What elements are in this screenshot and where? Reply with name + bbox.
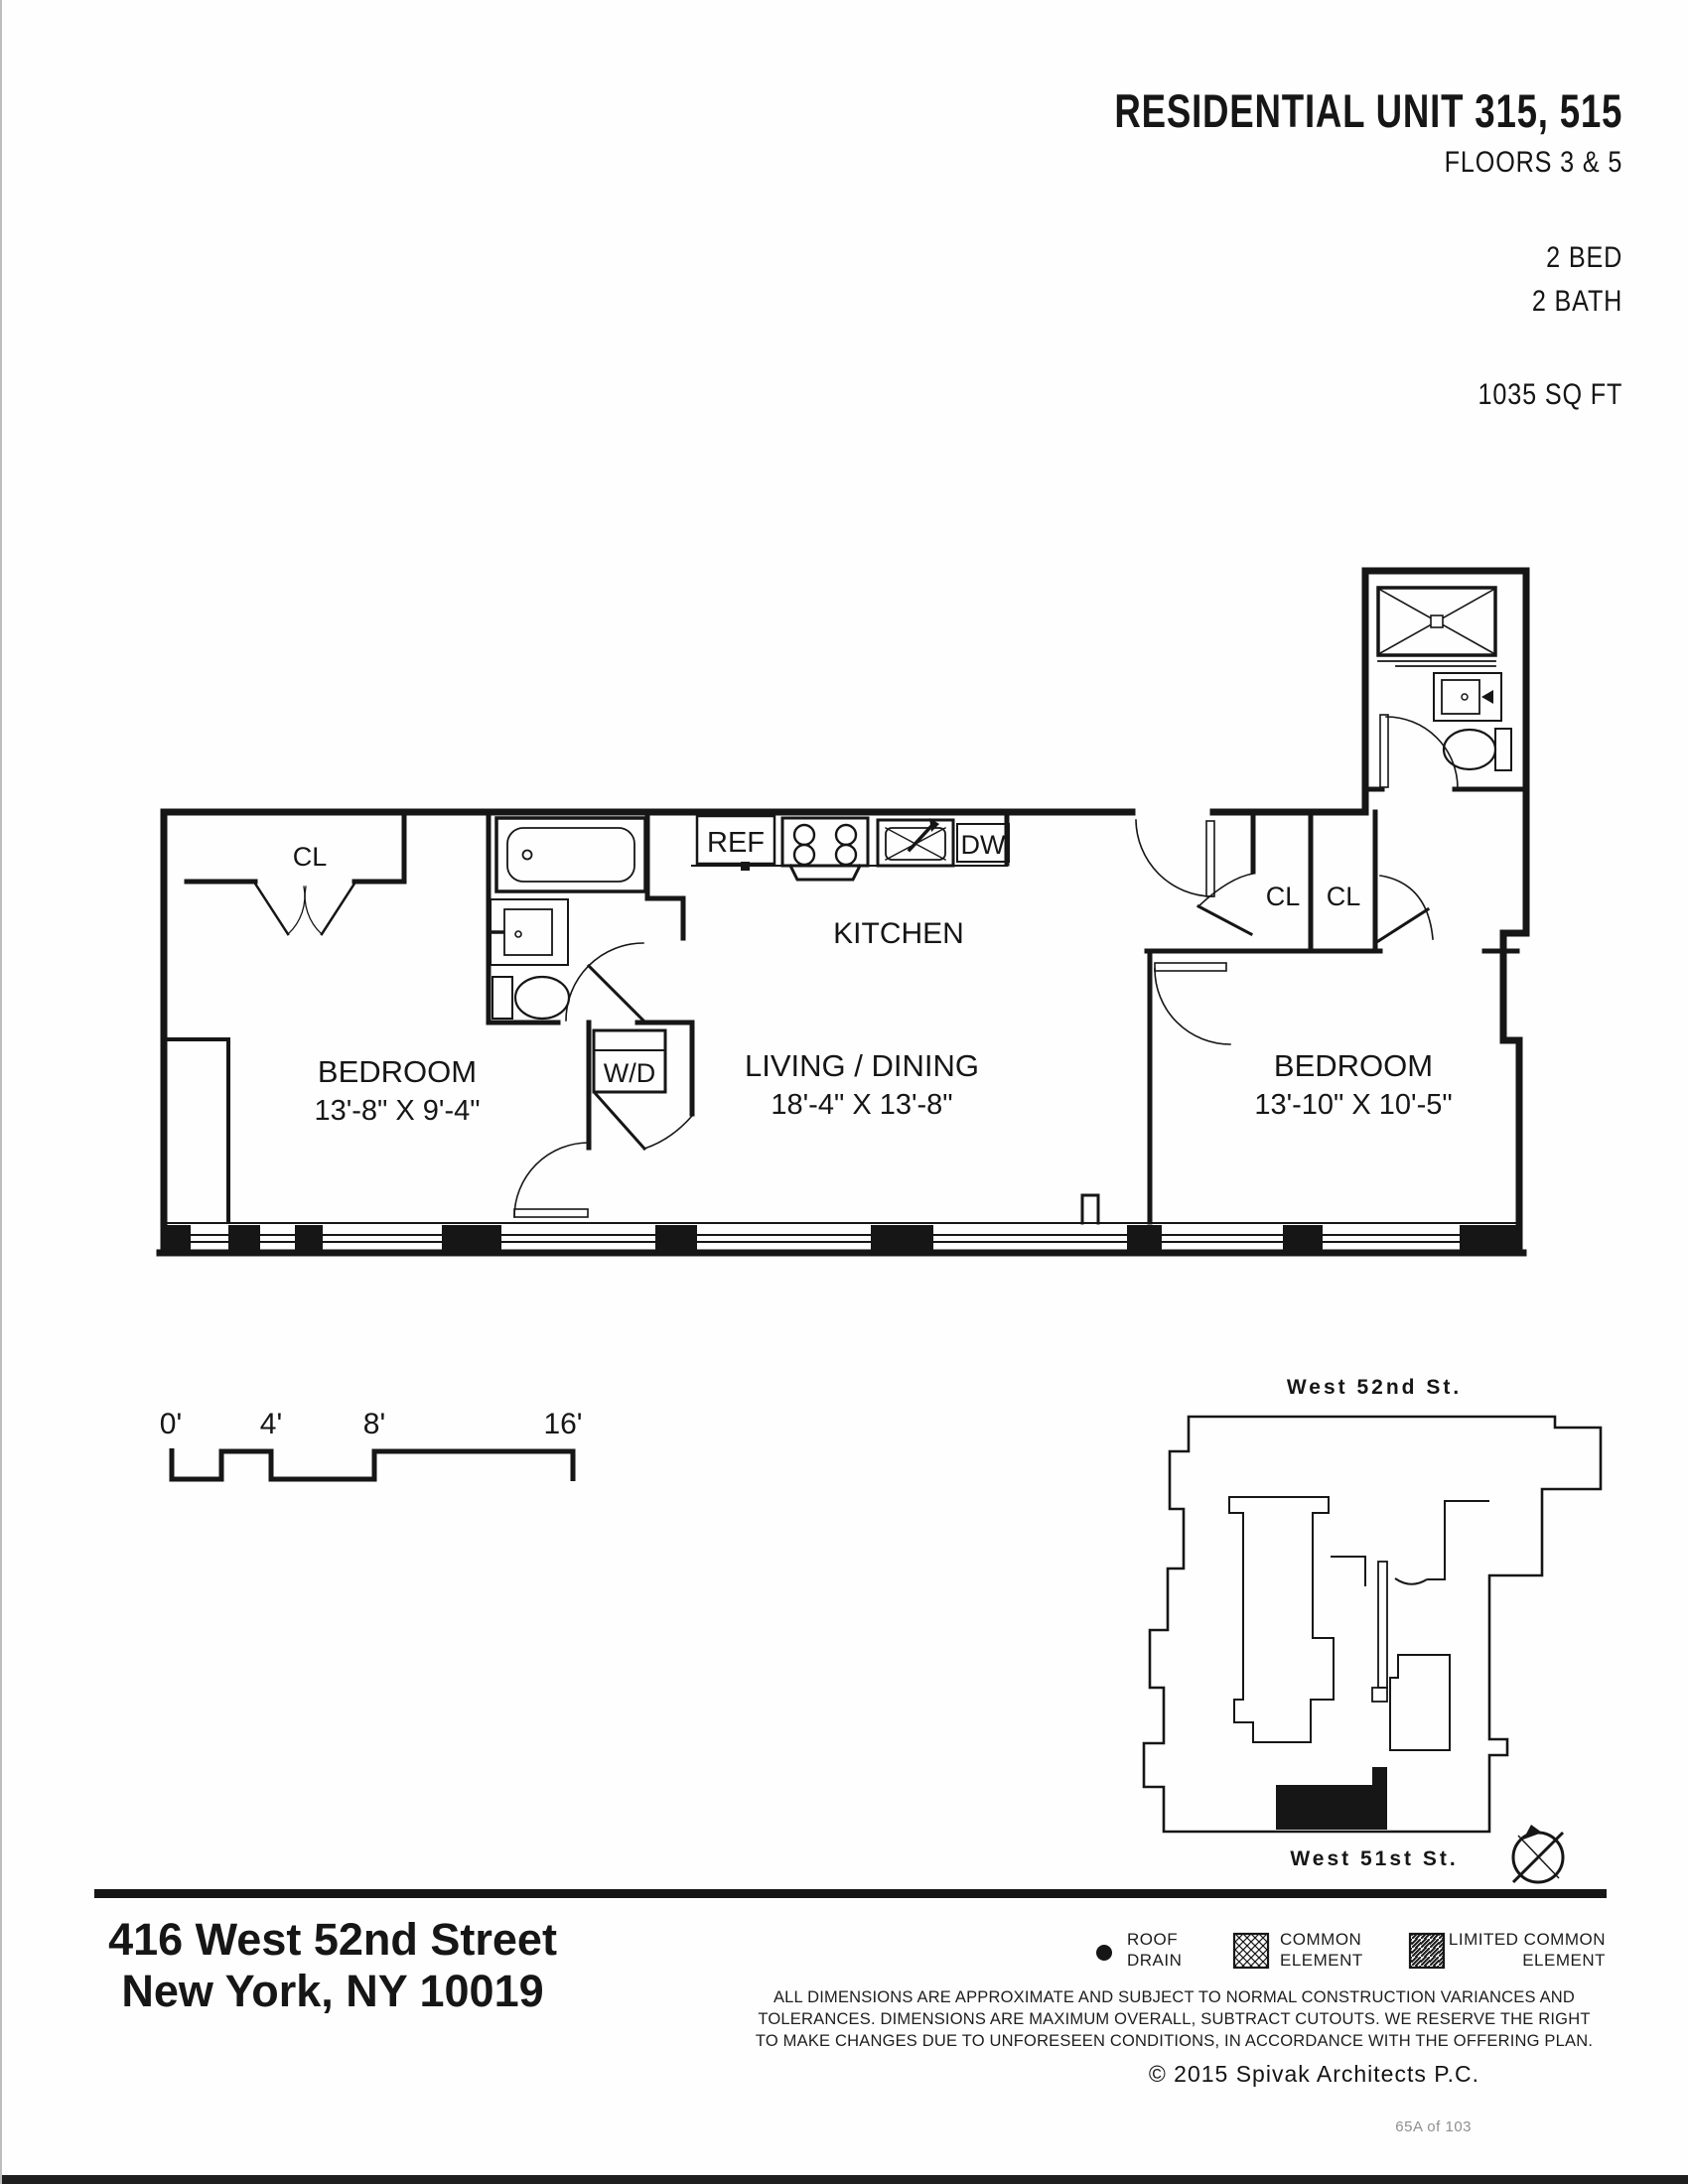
shower-icon	[1378, 588, 1495, 666]
roof-drain-label: ROOF DRAIN	[1127, 1930, 1183, 1970]
keyplan-inner-details	[1331, 1501, 1489, 1750]
scale-tick-4: 4'	[259, 1408, 283, 1440]
unit-title: RESIDENTIAL UNIT 315, 515	[1114, 84, 1622, 137]
washer-dryer-door	[596, 1094, 692, 1149]
toilet-icon	[492, 977, 569, 1019]
closet1-label: CL	[292, 842, 328, 872]
bedroom1-label: BEDROOM	[317, 1054, 478, 1089]
doors	[255, 715, 1458, 1217]
bedroom1-door	[514, 1143, 589, 1217]
disclaimer-text: ALL DIMENSIONS ARE APPROXIMATE AND SUBJECT TO NORMAL CONSTRUCTION VARIANCES AND TOLERANCES. DIMENSIONS ARE MAXIMUM OVERALL, SUBTRACT CUTOUTS. WE RESERVE THE RIGHT TO MAKE CHANGES DUE TO UNFORESEEN CONDITIONS, IN ACCORDANCE WITH THE OFFERING PLAN.	[755, 1988, 1594, 2050]
scan-edge	[0, 2175, 1688, 2184]
window-band	[164, 1195, 1517, 1253]
bed-count: 2 BED	[1545, 241, 1622, 274]
page-number: 65A of 103	[1395, 2118, 1472, 2135]
roof-drain-icon	[1096, 1945, 1112, 1961]
bedroom1-dims: 13'-8" X 9'-4"	[314, 1095, 481, 1127]
scale-tick-16: 16'	[543, 1408, 583, 1440]
bath1-door	[566, 943, 643, 1021]
building-address	[70, 1914, 596, 2017]
limited-common-element-icon	[1410, 1934, 1444, 1968]
copyright-notice: © 2015 Spivak Architects P.C.	[1148, 2061, 1479, 2087]
bedroom2-door	[1155, 963, 1230, 1044]
entry-door	[1136, 820, 1214, 896]
bath1-fixtures	[491, 818, 645, 1019]
keyplan-courtyard	[1229, 1497, 1334, 1742]
bath-count: 2 BATH	[1531, 285, 1622, 318]
left-wall-step	[164, 1039, 228, 1222]
bedroom1-closet-bifold-doors	[255, 884, 354, 934]
bath2-door	[1380, 715, 1458, 788]
floors-subtitle: FLOORS 3 & 5	[1444, 146, 1622, 179]
washer-dryer-label: W/D	[603, 1058, 656, 1088]
closet3-label: CL	[1326, 882, 1361, 911]
toilet2-icon	[1444, 729, 1511, 770]
foyer-closet-right-door	[1378, 876, 1433, 941]
common-element-icon	[1234, 1934, 1268, 1968]
scale-tick-0: 0'	[159, 1408, 183, 1440]
square-footage: 1035 SQ FT	[1477, 378, 1622, 411]
common-element-label: COMMON ELEMENT	[1280, 1930, 1363, 1970]
street-label-top: West 52nd St.	[1286, 1376, 1463, 1399]
address-line1: 416 West 52nd Street	[108, 1914, 557, 1965]
refrigerator-label: REF	[707, 827, 765, 859]
closet2-label: CL	[1265, 882, 1301, 911]
scale-bar	[160, 1408, 583, 1481]
room-labels	[293, 827, 1453, 1127]
living-dims: 18'-4" X 13'-8"	[771, 1089, 953, 1121]
sink2-icon	[1434, 673, 1501, 721]
bath1-walls	[489, 812, 692, 1023]
dishwasher-label: DW	[960, 830, 1006, 860]
foyer-closet-walls	[1147, 812, 1517, 1222]
kitchen-label: KITCHEN	[833, 917, 964, 950]
footer-divider	[94, 1889, 1607, 1898]
window-piers	[164, 1225, 1517, 1253]
exterior-walls	[160, 571, 1526, 1253]
street-label-bottom: West 51st St.	[1290, 1847, 1459, 1870]
stove-icon	[782, 818, 868, 880]
sink-icon	[491, 899, 568, 965]
bath2-fixtures	[1378, 588, 1511, 770]
bedroom2-dims: 13'-10" X 10'-5"	[1254, 1089, 1453, 1121]
bathtub-icon	[496, 818, 645, 891]
living-bay-step	[1082, 1195, 1098, 1223]
limited-common-element-label: LIMITED COMMON ELEMENT	[1448, 1930, 1606, 1970]
scan-edge-left	[0, 0, 2, 2184]
key-plan	[1144, 1376, 1601, 1882]
address-line2: New York, NY 10019	[121, 1966, 544, 2016]
scale-tick-8: 8'	[362, 1408, 386, 1440]
unit-plan	[160, 571, 1526, 1253]
north-arrow-icon	[1513, 1825, 1563, 1882]
keyplan-unit-highlight	[1276, 1767, 1387, 1830]
living-label: LIVING / DINING	[745, 1048, 979, 1083]
windows	[191, 1235, 1460, 1242]
kitchen-sink-icon	[878, 818, 953, 866]
bedroom2-label: BEDROOM	[1273, 1048, 1434, 1083]
